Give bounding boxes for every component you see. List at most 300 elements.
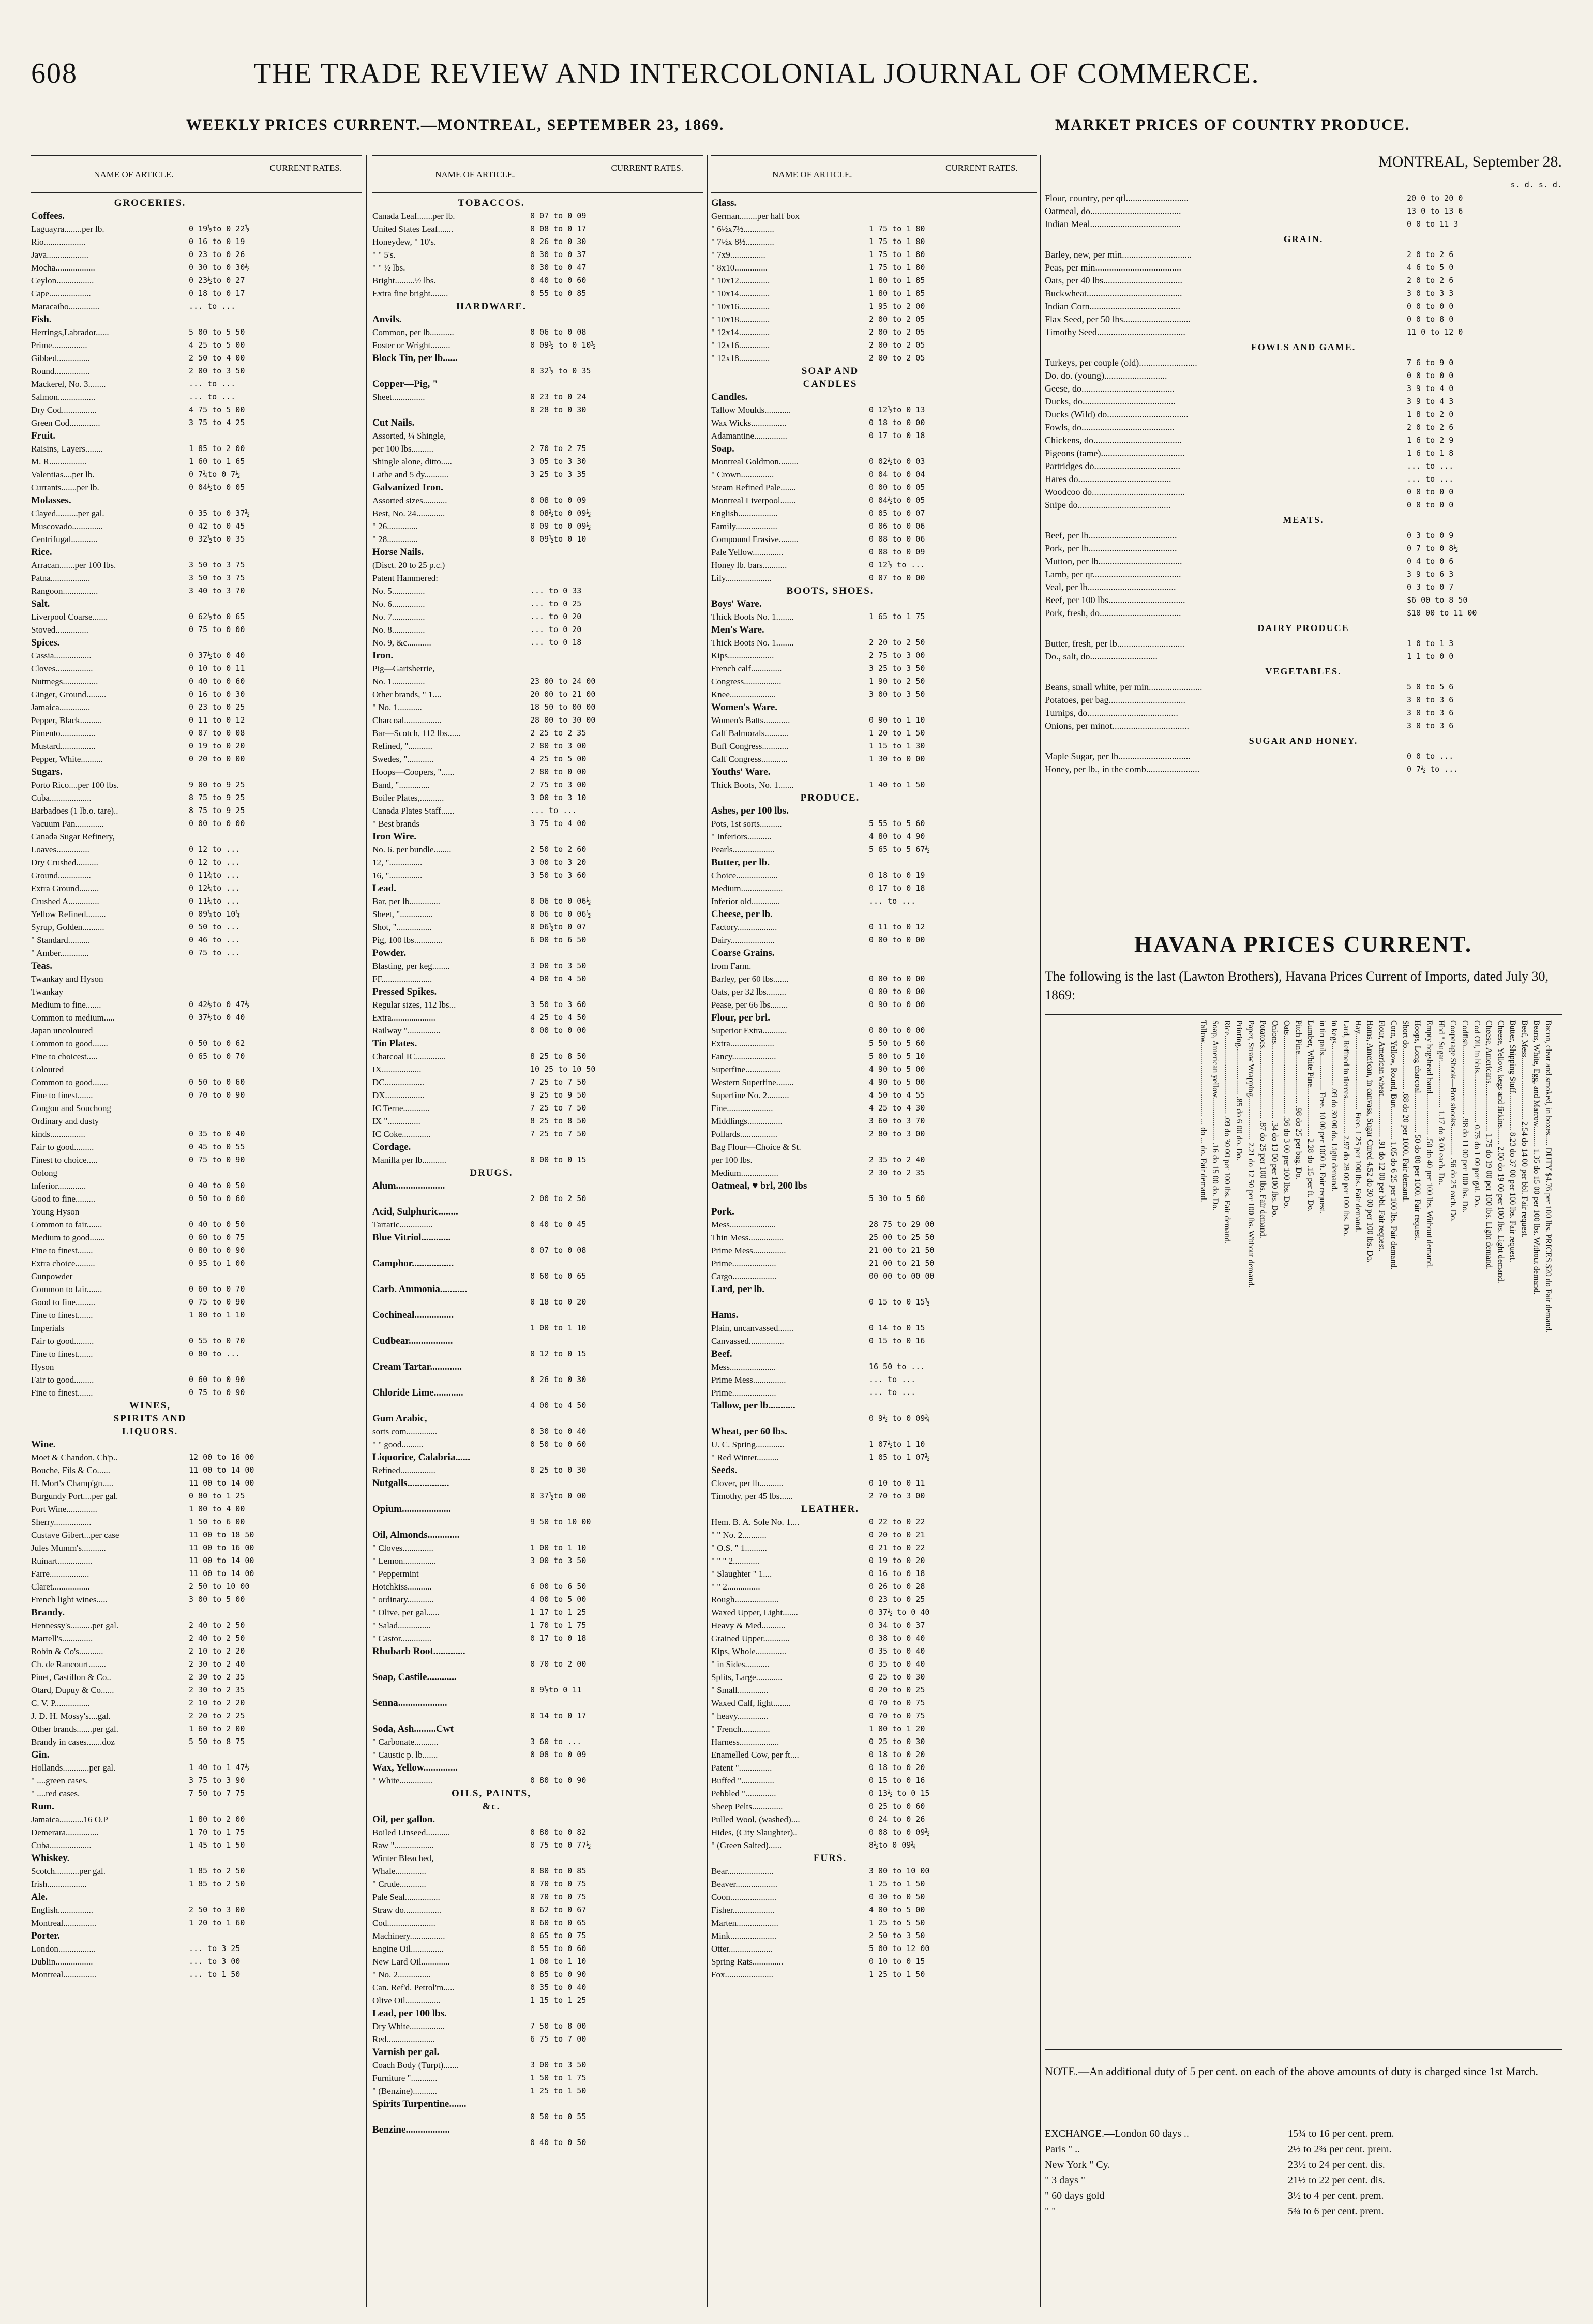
price-rate: 3 25 to 3 35 (530, 470, 587, 479)
price-rate: 0 06 to 0 06½ (530, 909, 591, 919)
category-heading (31, 959, 362, 972)
price-rate: 3 00 to 3 50 (530, 1556, 587, 1565)
article-name: No. 6............... (372, 599, 425, 609)
price-row (31, 947, 362, 959)
price-row (31, 804, 362, 817)
price-rate: 0 00 to 0 00 (869, 987, 925, 996)
price-row (1045, 299, 1562, 312)
price-row (372, 856, 703, 869)
price-rate: 1 15 to 1 25 (530, 1996, 587, 2005)
price-rate: 1 45 to 1 50 (189, 1840, 245, 1850)
article-name: Grained Upper............ (711, 1633, 790, 1643)
article-name: Tin Plates. (372, 1038, 417, 1049)
price-row (372, 365, 703, 378)
price-row (711, 352, 1037, 365)
article-name: Patent Hammered: (372, 573, 438, 583)
article-name: Machinery................ (372, 1931, 445, 1941)
article-name: Currants.......per lb. (31, 483, 99, 492)
article-name: Nutgalls................. (372, 1478, 449, 1489)
havana-row: Paper, Straw Wrapping..................... 2.21 do 12 50 per 100 lbs. Without demand. (1246, 1020, 1255, 1288)
article-name: Liquorice, Calabria...... (372, 1452, 470, 1463)
article-name: " Small.............. (711, 1685, 769, 1695)
article-name: " Caustic p. lb....... (372, 1750, 438, 1760)
price-row (711, 1891, 1037, 1903)
article-name: Bear..................... (711, 1866, 774, 1876)
havana-row: Lumber, White Pine........................ 2.28 do .15 per ft. Do. (1306, 1020, 1315, 1212)
price-rate: 2 30 to 2 35 (869, 1168, 925, 1177)
havana-row: Cod Oil, in bbls........................ 0.75 do 1 00 per gal. Do. (1472, 1020, 1481, 1207)
price-rate: 11 00 to 14 00 (189, 1569, 254, 1578)
price-rate: 0 90 to 0 00 (869, 1000, 925, 1009)
price-rate: 2 0 to 2 6 (1407, 423, 1454, 432)
category-heading (372, 1645, 703, 1658)
category-heading (372, 830, 703, 843)
price-row (711, 1335, 1037, 1347)
article-name: Butter, fresh, per lb............................. (1045, 638, 1185, 649)
price-row (711, 507, 1037, 520)
price-row (31, 869, 362, 882)
article-name: Hams. (711, 1310, 739, 1321)
price-rate: 0 80 to 0 85 (530, 1866, 587, 1876)
price-rate: 0 06 to 0 06½ (530, 896, 591, 906)
article-name: Otter.................... (711, 1944, 773, 1954)
price-row (711, 313, 1037, 326)
article-name: Burgundy Port....per gal. (31, 1491, 118, 1501)
price-row (31, 1839, 362, 1852)
price-row (31, 352, 362, 365)
article-name: Acid, Sulphuric........ (372, 1206, 458, 1217)
price-rate: 3 00 to 10 00 (869, 1866, 930, 1876)
price-rate: 0 26 to 0 30 (530, 237, 587, 246)
price-row (711, 778, 1037, 791)
article-name: " French............. (711, 1724, 770, 1734)
price-rate: 0 13½ to 0 15 (869, 1789, 930, 1798)
price-row (1045, 485, 1562, 498)
price-rate: 5¾ to 6 per cent. prem. (1288, 2206, 1384, 2217)
article-name: Good to fine......... (31, 1297, 96, 1307)
price-rate: 0 00 to 0 00 (189, 819, 245, 828)
article-name: Hoops—Coopers, "...... (372, 767, 455, 777)
article-name: M. R................. (31, 457, 87, 467)
article-name: Middlings................ (711, 1116, 783, 1126)
price-rate: 25 00 to 25 50 (869, 1233, 935, 1242)
article-name: Knee..................... (711, 689, 776, 699)
price-rate: 1 60 to 2 00 (189, 1724, 245, 1733)
price-rate: 8 75 to 9 25 (189, 806, 245, 815)
price-rate: 7 6 to 9 0 (1407, 358, 1454, 367)
article-name: Irish.................. (31, 1879, 87, 1889)
havana-rotated-table (1197, 1020, 1554, 2044)
price-row (31, 753, 362, 766)
price-row (1045, 408, 1562, 421)
article-name: Benzine.................. (372, 2124, 450, 2135)
article-name: Inferior old............. (711, 896, 780, 906)
article-name: Gum Arabic, (372, 1413, 427, 1424)
article-name: Medium to good....... (31, 1233, 106, 1242)
price-row (31, 1619, 362, 1632)
article-name: Jules Mumm's........... (31, 1543, 106, 1553)
article-name: Enamelled Cow, per ft.... (711, 1750, 799, 1760)
price-rate: 3 75 to 3 90 (189, 1776, 245, 1785)
price-rate: 1 70 to 1 75 (189, 1827, 245, 1837)
price-row (31, 830, 362, 843)
article-name: Cochineal................ (372, 1310, 454, 1321)
price-rate: 0 40 to 0 45 (530, 1220, 587, 1229)
price-rate: 1 80 to 1 85 (869, 289, 925, 298)
price-row (372, 895, 703, 908)
price-row (711, 1813, 1037, 1826)
price-row (372, 572, 703, 584)
article-name: Sheet, "............... (372, 909, 433, 919)
article-name: Women's Batts............ (711, 715, 790, 725)
price-rate: ... to 0 20 (530, 625, 582, 634)
price-rate: 1 07½to 1 10 (869, 1440, 925, 1449)
havana-row: Pitch Pine........................ .98 do 25 per bag. Do. (1294, 1020, 1303, 1180)
price-row (711, 1089, 1037, 1102)
price-row (1045, 593, 1562, 606)
article-name: Bar, per lb.............. (372, 896, 441, 906)
article-name: Rum. (31, 1801, 54, 1812)
price-row (372, 623, 703, 636)
price-row (711, 1658, 1037, 1671)
price-rate: 4 00 to 5 00 (530, 1595, 587, 1604)
price-rate: 1 85 to 2 50 (189, 1866, 245, 1876)
price-rate: 0 04½to 0 05 (869, 496, 925, 505)
price-rate: 3 05 to 3 30 (530, 457, 587, 466)
article-name: Glass. (711, 198, 737, 208)
havana-row: Beans, White, Egg, and Marrow.......... 1.35 do 15 00 per 100 lbs. Without demand. (1532, 1020, 1541, 1295)
price-rate: 8 25 to 8 50 (530, 1052, 587, 1061)
article-name: Lamb, per qr...................................... (1045, 569, 1181, 579)
article-name: Tallow Moulds............ (711, 405, 791, 415)
article-name: Pots, 1st sorts.......... (711, 819, 782, 829)
price-rate: 0 12½to 0 13 (869, 405, 925, 414)
price-rate: 28 75 to 29 00 (869, 1220, 935, 1229)
price-rate: 2 50 to 10 00 (189, 1582, 250, 1591)
price-rate: 0 08 to 0 09 (869, 547, 925, 557)
article-name: Pearls................... (711, 845, 775, 854)
article-name: Mackerel, No. 3........ (31, 379, 106, 389)
price-rate: 13 0 to 13 6 (1407, 206, 1463, 216)
article-name: Turnips, do....................................... (1045, 708, 1178, 718)
article-name: Refined, "........... (372, 741, 433, 751)
article-name: Bag Flour—Choice & St. (711, 1142, 801, 1152)
price-rate: 0 37½ to 0 40 (869, 1608, 930, 1617)
price-rate: 0 37½to 0 40 (189, 1013, 245, 1022)
price-rate: 3 9 to 4 3 (1407, 397, 1454, 406)
price-rate: 3 25 to 3 50 (869, 664, 925, 673)
article-name: Buff Congress............ (711, 741, 789, 751)
article-name: Prime.................... (711, 1258, 776, 1268)
price-row (711, 1710, 1037, 1722)
category-heading (711, 1425, 1037, 1438)
category-heading (711, 442, 1037, 455)
price-row (372, 753, 703, 766)
price-rate: 3 50 to 3 75 (189, 573, 245, 582)
article-name: Clayed..........per gal. (31, 508, 104, 518)
price-row (31, 248, 362, 261)
price-rate: 0 75 to 0 90 (189, 1388, 245, 1397)
category-heading (31, 766, 362, 778)
price-rate: 3½ to 4 per cent. prem. (1288, 2190, 1384, 2201)
price-row (31, 778, 362, 791)
article-name: Common to good....... (31, 1039, 108, 1048)
article-name: J. D. H. Mossy's....gal. (31, 1711, 111, 1721)
article-name: Oatmeal, do....................................... (1045, 206, 1181, 216)
section-heading (372, 1800, 703, 1813)
article-name: Timothy, per 45 lbs...... (711, 1491, 793, 1501)
price-row (711, 1761, 1037, 1774)
article-name: Choice................... (711, 871, 778, 880)
price-rate: 1 00 to 1 10 (530, 1323, 587, 1332)
article-name: Tallow, per lb........... (711, 1400, 795, 1411)
article-name: Shingle alone, ditto..... (372, 457, 452, 467)
price-rate: 3 00 to 3 20 (530, 858, 587, 867)
price-rate: 0 17 to 0 18 (869, 883, 925, 893)
price-rate: 1 20 to 1 60 (189, 1918, 245, 1927)
price-rate: 0 55 to 0 60 (530, 1944, 587, 1953)
price-rate: 0 28 to 0 30 (530, 405, 587, 414)
price-rate: 7 25 to 7 50 (530, 1077, 587, 1087)
article-name: Coffees. (31, 211, 65, 221)
price-rate: 0 18 to 0 00 (869, 418, 925, 427)
price-row (372, 209, 703, 222)
article-name: Thin Mess................ (711, 1233, 784, 1242)
price-rate: 0 20 to 0 00 (189, 754, 245, 763)
price-row (711, 1839, 1037, 1852)
article-name: Do., salt, do............................. (1045, 651, 1158, 662)
price-row (1045, 204, 1562, 217)
category-heading (372, 1037, 703, 1050)
article-name: Lathe and 5 dy........... (372, 470, 449, 479)
price-rate: 0 09 to 0 09½ (530, 521, 591, 531)
price-rate: 8 25 to 8 50 (530, 1116, 587, 1126)
price-row (31, 1231, 362, 1244)
price-row (372, 1373, 703, 1386)
price-rate: 0 25 to 0 30 (530, 1465, 587, 1475)
article-name: Seeds. (711, 1465, 738, 1476)
price-row (1045, 2188, 1562, 2203)
article-name: " Standard.......... (31, 935, 91, 945)
category-heading (31, 429, 362, 442)
price-row (711, 869, 1037, 882)
article-name: Liverpool Coarse....... (31, 612, 108, 622)
price-rate: 0 90 to 1 10 (869, 715, 925, 725)
havana-row: Butter, Shipping Stuff.................. 8.23 do 37 00 per 100 lbs. Fair request. (1508, 1020, 1517, 1262)
article-name: Flour, country, per qtl........................... (1045, 193, 1189, 203)
price-row (372, 2136, 703, 2149)
price-row (711, 326, 1037, 339)
price-row (711, 1697, 1037, 1710)
price-row (31, 1955, 362, 1968)
price-row (372, 1490, 703, 1503)
article-name: Veal, per lb...................................... (1045, 582, 1176, 592)
article-name: Beans, small white, per min....................... (1045, 682, 1203, 692)
header-name: NAME OF ARTICLE. (435, 170, 515, 179)
article-name: Common to fair....... (31, 1220, 102, 1230)
price-row (372, 429, 703, 442)
price-row (1045, 498, 1562, 511)
category-heading (372, 1205, 703, 1218)
article-name: " Carbonate........... (372, 1737, 439, 1747)
price-rate: 0 46 to ... (189, 935, 241, 944)
price-rate: ... to ... (189, 392, 236, 401)
article-name: FURS. (813, 1853, 847, 1864)
price-row (372, 1658, 703, 1671)
price-rate: 8 75 to 9 25 (189, 793, 245, 802)
article-name: IX.................. (372, 1064, 422, 1074)
article-name: Pollards................. (711, 1129, 777, 1139)
article-name: Red...................... (372, 2034, 435, 2044)
price-rate: 0 50 to 0 62 (189, 1039, 245, 1048)
price-row (31, 1516, 362, 1528)
havana-row: Codfish................................. .98 do 11 00 per 100 lbs. Do. (1461, 1020, 1469, 1213)
price-rate: ... to ... (1407, 461, 1454, 471)
price-row (372, 1102, 703, 1115)
price-rate: 0 70 to 0 75 (530, 1892, 587, 1901)
price-row (31, 1218, 362, 1231)
price-row (31, 287, 362, 300)
price-row (372, 2059, 703, 2072)
article-name: Honeydew, " 10's. (372, 237, 437, 247)
price-rate: 4 90 to 5 00 (869, 1064, 925, 1074)
article-name: Oats, per 40 lbs.................................. (1045, 275, 1182, 286)
price-rate: 1 1 to 0 0 (1407, 652, 1454, 661)
price-rate: 2 00 to 3 50 (189, 366, 245, 376)
price-rate: 1 80 to 2 00 (189, 1815, 245, 1824)
price-rate: 2 70 to 2 75 (530, 444, 587, 453)
article-name: Common to medium..... (31, 1013, 115, 1023)
article-name: 16, "............... (372, 871, 423, 880)
price-row (372, 403, 703, 416)
price-row (711, 753, 1037, 766)
price-row (711, 727, 1037, 740)
price-rate: 3 75 to 4 25 (189, 418, 245, 427)
price-row (711, 1516, 1037, 1528)
article-name: Fair to good......... (31, 1142, 94, 1152)
price-row (31, 1541, 362, 1554)
price-rate: 0 12 to 0 15 (530, 1349, 587, 1358)
page-number: 608 (31, 57, 78, 89)
price-row (711, 1166, 1037, 1179)
price-row (31, 1166, 362, 1179)
price-rate: 0 22 to 0 22 (869, 1517, 925, 1526)
article-name: Prime Mess............... (711, 1375, 786, 1385)
article-name: Can. Ref'd. Petrol'm..... (372, 1983, 455, 1992)
header-name: NAME OF ARTICLE. (94, 170, 174, 179)
article-name: Olive Oil................ (372, 1996, 441, 2005)
havana-row: Cheese, Americans....................... 1.75 do 19 00 per 100 lbs. Light demand. (1484, 1020, 1493, 1270)
price-rate: 5 30 to 5 60 (869, 1194, 925, 1203)
article-name: Cod...................... (372, 1918, 435, 1928)
article-name: No. 1............... (372, 677, 425, 686)
article-name: " " (1045, 2206, 1056, 2217)
price-rate: 0 80 to 0 90 (530, 1776, 587, 1785)
article-name: Flax Seed, per 50 lbs............................. (1045, 314, 1191, 324)
price-rate: 1 0 to 1 3 (1407, 639, 1454, 648)
havana-row: Oats...................................... .36 do 3 00 per 100 lbs. Do. (1282, 1020, 1291, 1208)
havana-row: Hoops, Long charcoal................... 50 do 80 per 1000. Fair request. (1413, 1020, 1422, 1241)
article-name: Fine to finest....... (31, 1246, 93, 1255)
category-heading (711, 947, 1037, 959)
price-row (711, 817, 1037, 830)
category-heading (372, 352, 703, 365)
price-row (711, 1826, 1037, 1839)
price-row (1045, 191, 1562, 204)
article-name: TOBACCOS. (458, 198, 525, 208)
havana-row: Soap, American yellow..................... .16 do 15 00 do. Do. (1211, 1020, 1220, 1211)
article-name: Cheese, per lb. (711, 909, 773, 920)
article-name: Laguayra........per lb. (31, 224, 104, 234)
price-rate: 1 15 to 1 30 (869, 741, 925, 751)
price-rate: 0 14 to 0 17 (530, 1711, 587, 1720)
price-rate: 23 00 to 24 00 (530, 677, 596, 686)
category-heading (372, 2046, 703, 2059)
article-name: " ....green cases. (31, 1776, 88, 1786)
price-row (1045, 446, 1562, 459)
price-rate: 2 50 to 3 00 (189, 1905, 245, 1914)
price-row (372, 1270, 703, 1283)
price-rate: 0 09¼to 10¼ (189, 909, 241, 919)
article-name: Fine to finest....... (31, 1349, 93, 1359)
price-rate: 16 50 to ... (869, 1362, 925, 1371)
article-name: Heavy & Med........... (711, 1621, 786, 1630)
price-row (711, 1567, 1037, 1580)
article-name: Montreal Goldmon......... (711, 457, 799, 467)
article-name: Coon..................... (711, 1892, 777, 1902)
price-row (1045, 680, 1562, 693)
price-rate: 0 04 to 0 04 (869, 470, 925, 479)
price-rate: 0 75 to 0 77½ (530, 1840, 591, 1850)
price-row (1045, 2157, 1562, 2172)
price-rate: 0 04½to 0 05 (189, 483, 245, 492)
price-rate: 0 20 to 0 21 (869, 1530, 925, 1539)
article-name: Custave Gibert...per case (31, 1530, 119, 1540)
price-row (31, 507, 362, 520)
price-row (711, 1619, 1037, 1632)
price-rate: 11 00 to 14 00 (189, 1465, 254, 1475)
article-name: Spirits Turpentine....... (372, 2098, 467, 2109)
price-row (372, 791, 703, 804)
article-name: Coloured (31, 1064, 64, 1074)
article-name: " " good.......... (372, 1440, 424, 1449)
price-row (711, 1955, 1037, 1968)
article-name: Mink..................... (711, 1931, 777, 1941)
price-rate: 7 25 to 7 50 (530, 1129, 587, 1138)
article-name: New York " Cy. (1045, 2159, 1110, 2170)
article-name: Stoved............... (31, 625, 88, 635)
article-name: Porter. (31, 1930, 60, 1941)
price-row (711, 740, 1037, 753)
category-heading (31, 1606, 362, 1619)
price-rate: 0 35 to 0 40 (869, 1646, 925, 1656)
article-name: Fair to good......... (31, 1336, 94, 1346)
price-rate: 0 19 to 0 20 (869, 1556, 925, 1565)
price-row (372, 1089, 703, 1102)
article-name: Partridges do..................................... (1045, 461, 1180, 471)
section-heading (711, 1503, 1037, 1516)
price-rate: 0 10 to 0 11 (869, 1478, 925, 1488)
price-row (372, 778, 703, 791)
price-row (711, 1270, 1037, 1283)
article-name: Spices. (31, 637, 60, 648)
article-name: Kips..................... (711, 651, 774, 661)
price-row (372, 1994, 703, 2007)
havana-row: Lard, Refined in tierces................. 2.97 do 28 00 per 100 lbs. Do. (1342, 1020, 1350, 1236)
price-row (1045, 606, 1562, 619)
article-name: Wax Wicks................ (711, 418, 787, 428)
article-name: Clover, per lb........... (711, 1478, 784, 1488)
